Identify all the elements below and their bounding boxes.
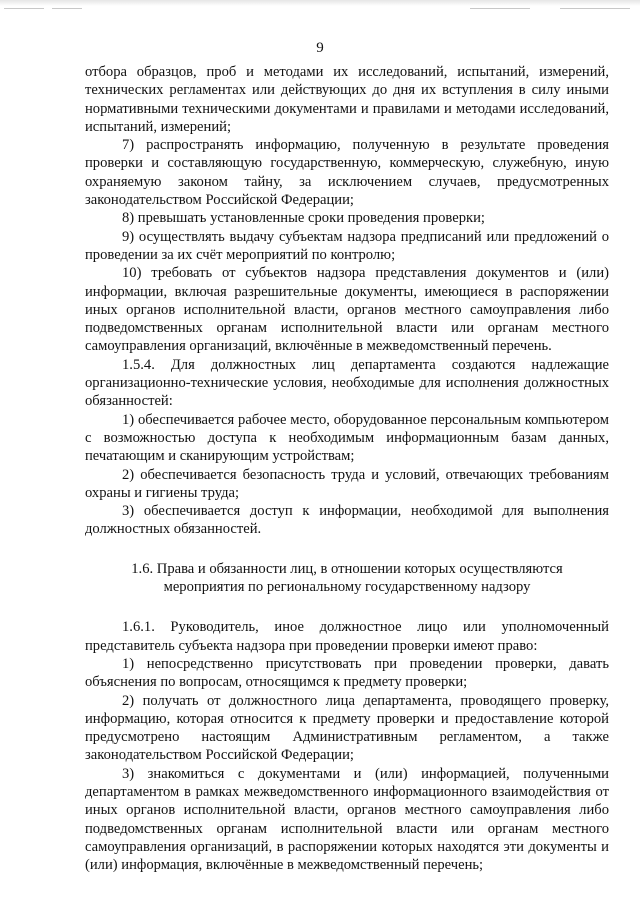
paragraph: 10) требовать от субъектов надзора представления документов и (или) информации, включая разрешительные документы, имеющиеся в распоряжении иных органов исполнительной власти, органов местного самоуправления либо подведомственных органам исполнительной власти или органам местного самоуправления организаций, включённые в межведомственный перечень. [85,265,609,355]
paragraph: отбора образцов, проб и методами их исследований, испытаний, измерений, технических регламентах или действующих до дня их вступления в силу иными нормативными техническими документами и правилами и методами исследований, испытаний, измерений; [85,64,609,135]
scan-mark [470,8,530,9]
paragraph: 7) распространять информацию, полученную в результате проведения проверки и составляющую государственную, коммерческую, служебную, иную охраняемую законом тайну, за исключением случаев, предусмотренных законодательством Российской Федерации; [85,137,609,209]
scan-mark [52,8,82,9]
section-heading: 1.6. Права и обязанности лиц, в отношении которых осуществляются мероприятия по региональному государственному надзору [131,560,563,596]
paragraph: 8) превышать установленные сроки проведения проверки; [122,210,485,227]
paragraph: 3) знакомиться с документами и (или) информацией, полученными департаментом в рамках межведомственного информационного взаимодействия от иных органов исполнительной власти, органов местного самоуправления либо подведомственных органам исполнительной власти или органам местного самоуправления организаций, в распоряжении которых находятся эти документы и (или) информация, включённые в межведомственный перечень; [85,765,609,874]
paragraph: 1) непосредственно присутствовать при проведении проверки, давать объяснения по вопросам, относящимся к предмету проверки; [85,655,609,691]
paragraph: 1.6.1. Руководитель, иное должностное лицо или уполномоченный представитель субъекта надзора при проведении проверки имеют право: [85,619,609,654]
paragraph: 2) получать от должностного лица департамента, проводящего проверку, информацию, которая относится к предмету проверки и предоставление которой предусмотрено настоящим Административным регламентом, а также законодательством Российской Федерации; [85,692,609,764]
spacer [85,596,609,618]
paragraph: 1.5.4. Для должностных лиц департамента создаются надлежащие организационно-технические условия, необходимые для исполнения должностных обязанностей: [85,356,609,410]
document-body [85,63,609,874]
paragraph: 3) обеспечивается доступ к информации, необходимой для выполнения должностных обязанностей. [85,503,609,538]
spacer [85,539,609,560]
paragraph: 9) осуществлять выдачу субъектам надзора предписаний или предложений о проведении за их счёт мероприятий по контролю; [85,228,609,263]
scan-mark [560,8,630,9]
page-number: 9 [316,40,324,56]
paragraph: 1) обеспечивается рабочее место, оборудованное персональным компьютером с возможностью доступа к необходимым информационным базам данных, печатающим и сканирующим устройствам; [85,411,609,465]
paragraph: 2) обеспечивается безопасность труда и условий, отвечающих требованиям охраны и гигиены труда; [85,466,609,501]
scan-edge [0,0,640,6]
scan-mark [4,8,44,9]
